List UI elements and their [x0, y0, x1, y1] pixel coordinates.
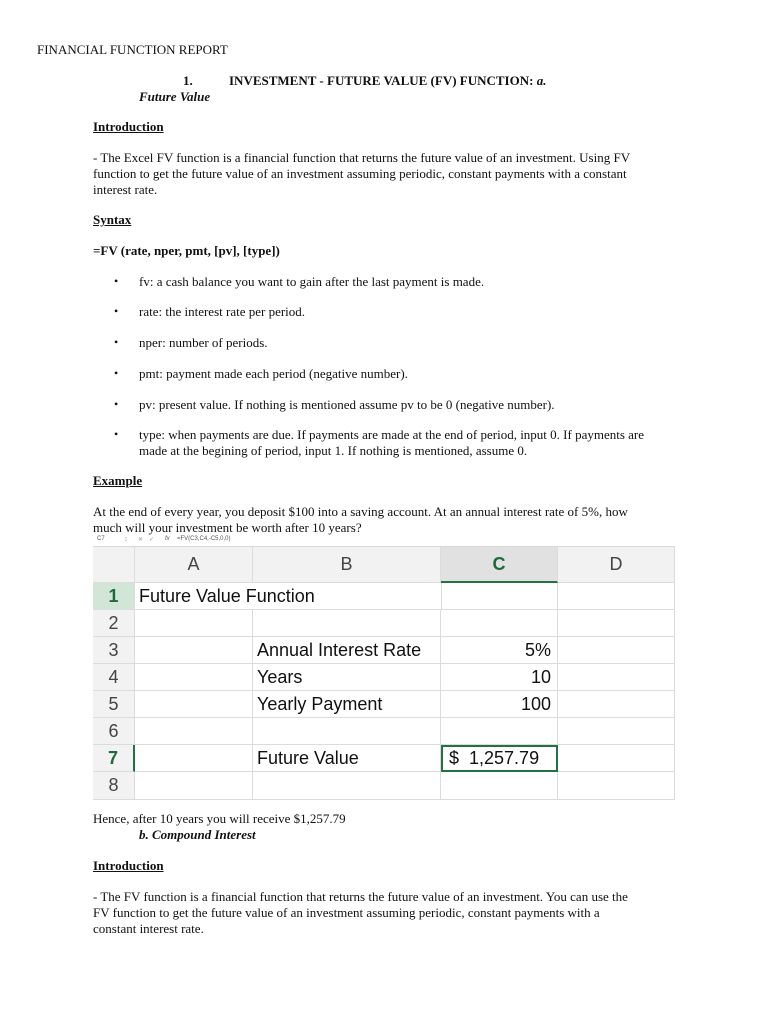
name-box: C7 — [97, 536, 105, 542]
section-heading-sub: a. — [536, 73, 547, 88]
column-header-c: C — [441, 547, 558, 583]
bullet-marker: • — [114, 304, 119, 318]
corner-cell — [93, 547, 135, 583]
cell-b8 — [253, 772, 441, 800]
section-number: 1. — [183, 73, 193, 88]
row-header-8: 8 — [93, 772, 135, 800]
formula-bar — [93, 533, 675, 547]
bullet-item: type: when payments are due. If payments are made at the end of period, input 0. If payments are made at the begining of period, input 1. If nothing is mentioned, assume 0. — [139, 427, 645, 458]
cell-b5: Yearly Payment — [253, 691, 441, 718]
bullet-item: nper: number of periods. — [139, 335, 268, 350]
confirm-icon: ✓ — [149, 537, 155, 543]
example-text: At the end of every year, you deposit $100 into a saving account. At an annual interest rate of 5%, how much will your investment be worth after 10 years? — [93, 504, 628, 535]
cell-b3: Annual Interest Rate — [253, 637, 441, 664]
cell-a2 — [135, 610, 253, 637]
cell-d7 — [558, 745, 675, 772]
cell-a3 — [135, 637, 253, 664]
fx-icon: fx — [165, 536, 170, 542]
syntax-formula: =FV (rate, nper, pmt, [pv], [type]) — [93, 243, 280, 258]
cancel-icon: ✕ — [138, 537, 144, 543]
cell-b4: Years — [253, 664, 441, 691]
bullet-marker: • — [114, 366, 119, 380]
section-subtitle: Future Value — [139, 89, 211, 104]
bullet-marker: • — [114, 335, 119, 349]
cell-a8 — [135, 772, 253, 800]
bullet-marker: • — [114, 397, 119, 411]
bullet-item: fv: a cash balance you want to gain after the last payment is made. — [139, 274, 485, 289]
column-header-a: A — [135, 547, 253, 583]
cell-a7 — [135, 745, 253, 772]
cell-c3: 5% — [441, 637, 558, 664]
intro2-heading: Introduction — [93, 858, 164, 873]
cell-d8 — [558, 772, 675, 800]
cell-d5 — [558, 691, 675, 718]
bullet-item: rate: the interest rate per period. — [139, 304, 306, 319]
conclusion-text: Hence, after 10 years you will receive $1,257.79 — [93, 811, 346, 826]
intro2-text: - The FV function is a financial function that returns the future value of an investment. You can use the FV function to get the future value of an investment assuming periodic, constant payments with a constant interest rate. — [93, 889, 628, 936]
cell-c5: 100 — [441, 691, 558, 718]
bullet-marker: • — [114, 274, 119, 288]
row-header-5: 5 — [93, 691, 135, 718]
formula-text: =FV(C3,C4,-C5,0,0) — [177, 536, 231, 542]
cell-d4 — [558, 664, 675, 691]
cell-c6 — [441, 718, 558, 745]
row-header-7: 7 — [93, 745, 135, 772]
cell-b2 — [253, 610, 441, 637]
example-heading: Example — [93, 473, 143, 488]
row-header-1: 1 — [93, 583, 135, 610]
row-header-3: 3 — [93, 637, 135, 664]
cell-b7: Future Value — [253, 745, 441, 772]
cell-d3 — [558, 637, 675, 664]
cell-a1: Future Value Function — [135, 583, 441, 610]
intro-heading: Introduction — [93, 119, 164, 134]
cell-d2 — [558, 610, 675, 637]
cell-c2 — [441, 610, 558, 637]
cell-c4: 10 — [441, 664, 558, 691]
section-heading — [229, 73, 546, 89]
intro-text: - The Excel FV function is a financial function that returns the future value of an investment. Using FV function to get the future value of an investment assuming periodic, constant payments with a constant interest rate. — [93, 150, 630, 197]
cell-c1 — [441, 583, 558, 610]
cell-c7: $ 1,257.79 — [441, 745, 558, 772]
cell-a4 — [135, 664, 253, 691]
cell-a5 — [135, 691, 253, 718]
bullet-marker: • — [114, 427, 119, 441]
row-header-2: 2 — [93, 610, 135, 637]
column-header-b: B — [253, 547, 441, 583]
column-header-d: D — [558, 547, 675, 583]
spreadsheet-image — [93, 533, 675, 800]
name-box-dropdown-icon: ⁝ — [125, 537, 127, 543]
bullet-item: pmt: payment made each period (negative number). — [139, 366, 408, 381]
cell-c8 — [441, 772, 558, 800]
cell-d1 — [558, 583, 675, 610]
section-b-subtitle: b. Compound Interest — [139, 827, 256, 842]
report-title: FINANCIAL FUNCTION REPORT — [37, 42, 228, 57]
cell-d6 — [558, 718, 675, 745]
row-header-4: 4 — [93, 664, 135, 691]
syntax-heading: Syntax — [93, 212, 132, 227]
section-heading-text: INVESTMENT - FUTURE VALUE (FV) FUNCTION: — [229, 73, 534, 88]
cell-a6 — [135, 718, 253, 745]
cell-b6 — [253, 718, 441, 745]
row-header-6: 6 — [93, 718, 135, 745]
bullet-item: pv: present value. If nothing is mentioned assume pv to be 0 (negative number). — [139, 397, 555, 412]
